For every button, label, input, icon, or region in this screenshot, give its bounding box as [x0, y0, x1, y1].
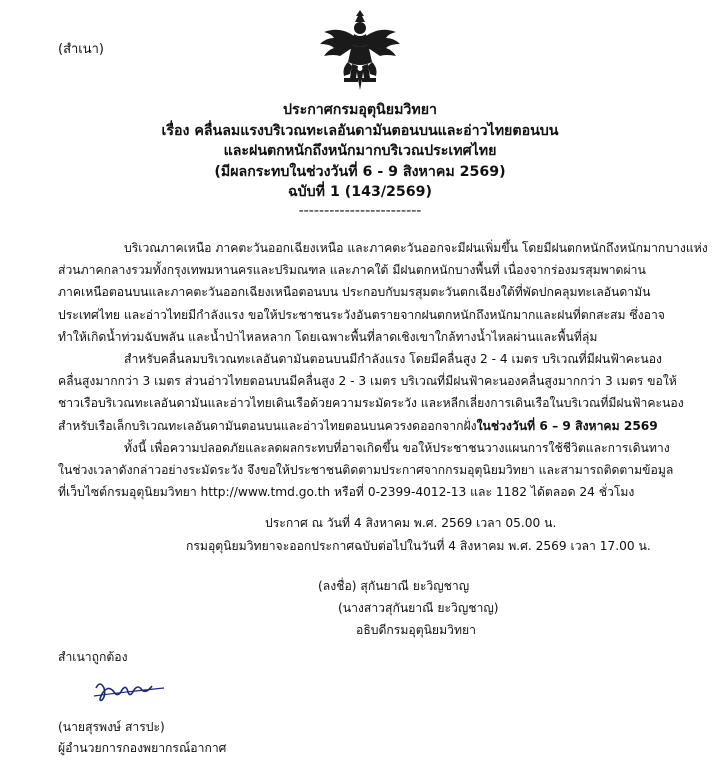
paragraph-line: ประเทศไทย และอ่าวไทยมีกำลังแรง ขอให้ประชาชนระวังอันตรายจากฝนตกหนักถึงหนักมากและฝนที่ตกสะสม ซึ่งอาจ: [58, 307, 665, 322]
paragraph-line: ทั้งนี้ เพื่อความปลอดภัยและลดผลกระทบที่อาจเกิดขึ้น ขอให้ประชาชนวางแผนการใช้ชีวิตและการเดินทาง: [124, 441, 670, 455]
handwritten-signature: [90, 674, 170, 704]
paragraph-waves: [58, 348, 684, 437]
signatory-name: (นางสาวสุกันยาณี ยะวิญชาญ): [338, 601, 499, 615]
title-issue-number: ฉบับที่ 1 (143/2569): [287, 184, 433, 200]
paragraph-text: สำหรับเรือเล็กบริเวณทะเลอันดามันตอนบนและอ่าวไทยตอนบนควรงดออกจากฝั่ง: [58, 418, 477, 433]
title-subject: เรื่อง คลื่นลมแรงบริเวณทะเลอันดามันตอนบนและอ่าวไทยตอนบน: [161, 122, 559, 139]
paragraph-line: ภาคเหนือตอนบนและภาคตะวันออกเฉียงเหนือตอนบน ประกอบกับมรสุมตะวันตกเฉียงใต้ที่พัดปกคลุมทะเลอันดามัน: [58, 285, 651, 300]
paragraph-line: ส่วนภาคกลางรวมทั้งกรุงเทพมหานครและปริมณฑล และภาคใต้ มีฝนตกหนักบางพื้นที่ เนื่องจากร่องมรสุมพาดผ่าน: [58, 263, 646, 278]
copy-mark: (สำเนา): [58, 42, 105, 57]
paragraph-line: ในช่วงเวลาดังกล่าวอย่างระมัดระวัง จึงขอให้ประชาชนติดตามประกาศจากกรมอุตุนิยมวิทยา และสามารถติดตามข้อมูล: [58, 463, 674, 478]
paragraph-bold-period: ในช่วงวันที่ 6 – 9 สิงหาคม 2569: [476, 418, 658, 433]
certified-label: สำเนาถูกต้อง: [58, 650, 128, 664]
paragraph-line: คลื่นสูงมากกว่า 3 เมตร ส่วนอ่าวไทยตอนบนมีคลื่นสูง 2 - 3 เมตร บริเวณที่มีฝนฟ้าคะนองคลื่นสูงมากกว่า 3 เมตร ขอให้: [58, 374, 677, 389]
paragraph-line: ชาวเรือบริเวณทะเลอันดามันและอ่าวไทยเดินเรือด้วยความระมัดระวัง และหลีกเลี่ยงการเดินเรือในบริเวณที่มีฝนฟ้าคะนอง: [58, 396, 684, 411]
title-effect-period: (มีผลกระทบในช่วงวันที่ 6 - 9 สิงหาคม 2569): [214, 163, 506, 180]
paragraph-line: ทำให้เกิดน้ำท่วมฉับพลัน และน้ำป่าไหลหลาก โดยเฉพาะพื้นที่ลาดเชิงเขาใกล้ทางน้ำไหลผ่านและพื้นที่ลุ่ม: [58, 329, 598, 344]
signatory-position: อธิบดีกรมอุตุนิยมวิทยา: [356, 623, 476, 637]
paragraph-line: ที่เว็บไซต์กรมอุตุนิยมวิทยา http://www.tmd.go.th หรือที่ 0-2399-4012-13 และ 1182 ได้ตลอด 24 ชั่วโมง: [58, 485, 635, 500]
paragraph-line: บริเวณภาคเหนือ ภาคตะวันออกเฉียงเหนือ และภาคตะวันออกจะมีฝนเพิ่มขึ้น โดยมีฝนตกหนักถึงหนักมากบางแห่ง: [124, 241, 708, 255]
next-issue-datetime: กรมอุตุนิยมวิทยาจะออกประกาศฉบับต่อไปในวันที่ 4 สิงหาคม พ.ศ. 2569 เวลา 17.00 น.: [186, 539, 651, 553]
title-block: [60, 100, 660, 219]
paragraph-line-last: [58, 415, 670, 437]
paragraph-safety: [58, 437, 674, 504]
title-divider: ------------------------: [298, 202, 422, 219]
issued-datetime: ประกาศ ณ วันที่ 4 สิงหาคม พ.ศ. 2569 เวลา 05.00 น.: [265, 516, 557, 530]
paragraph-weather: [58, 237, 708, 348]
certifier-position: ผู้อำนวยการกองพยากรณ์อากาศ: [58, 741, 227, 755]
paragraph-line: สำหรับคลื่นลมบริเวณทะเลอันดามันตอนบนมีกำลังแรง โดยมีคลื่นสูง 2 - 4 เมตร บริเวณที่มีฝนฟ้าคะนอง: [124, 352, 662, 366]
signed-by: (ลงชื่อ) สุกันยาณี ยะวิญชาญ: [318, 579, 470, 593]
garuda-emblem-icon: [318, 6, 402, 94]
title-subject-cont: และฝนตกหนักถึงหนักมากบริเวณประเทศไทย: [223, 143, 497, 159]
title-heading: ประกาศกรมอุตุนิยมวิทยา: [282, 102, 438, 118]
certifier-name: (นายสุรพงษ์ สารปะ): [58, 720, 165, 734]
